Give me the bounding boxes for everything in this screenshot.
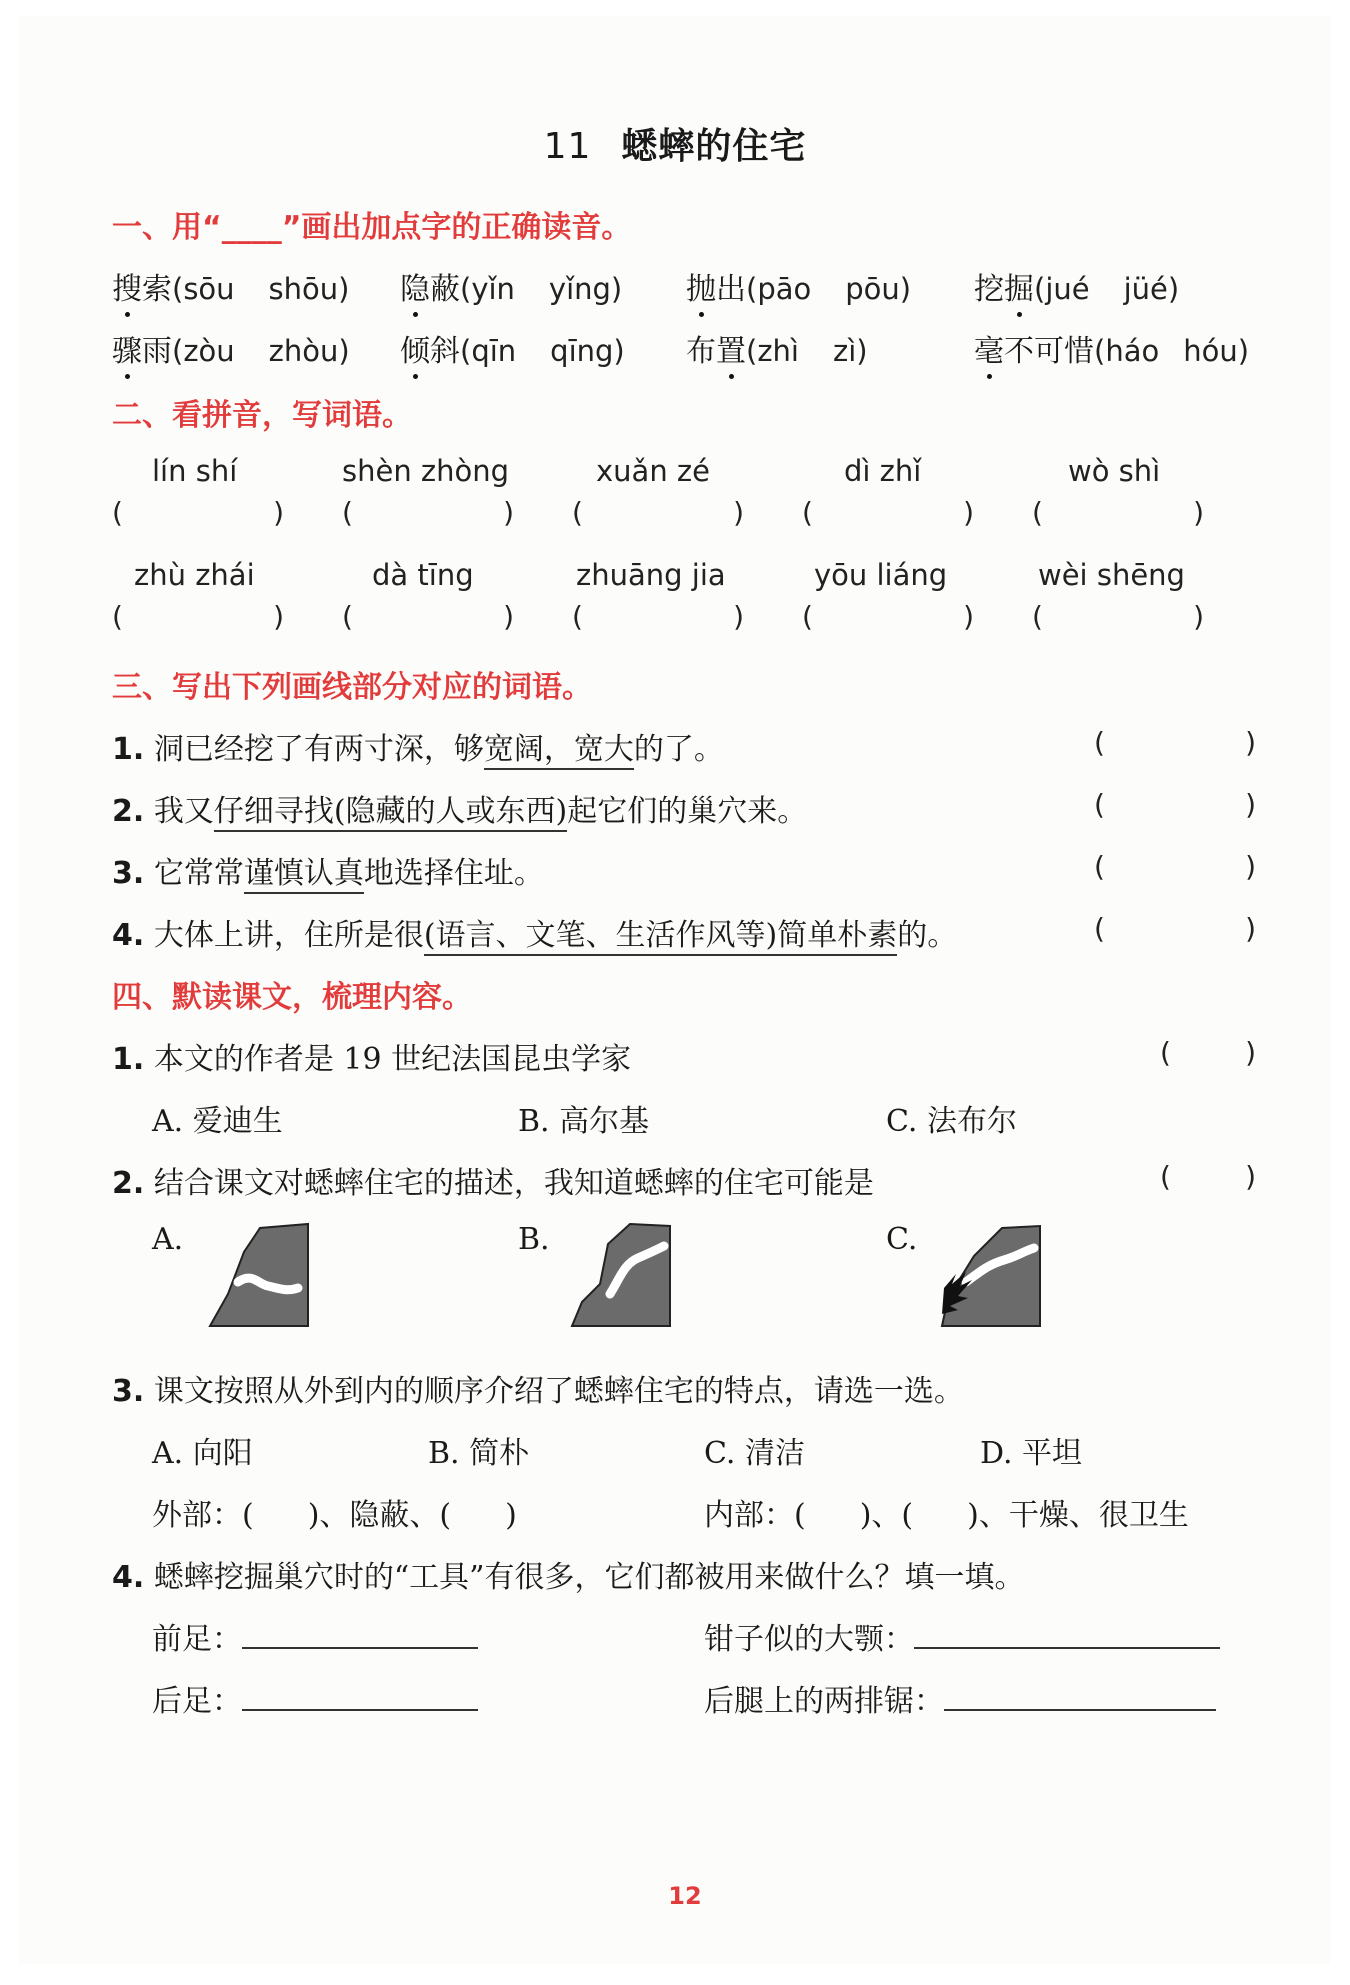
tool-front-legs: 前足： [152, 1614, 478, 1658]
pinyin-word-5: wò shì [1068, 454, 1161, 488]
question-3-1: 1. 洞已经挖了有两寸深，够宽阔，宽大的了。 [112, 724, 724, 768]
fill-line[interactable] [914, 1647, 1220, 1649]
answer-box[interactable]: ( ) [112, 496, 284, 529]
answer-box[interactable]: ( ) [1160, 1036, 1256, 1069]
pinyin-word-2: shèn zhòng [342, 454, 510, 488]
question-4-1: 1. 本文的作者是 19 世纪法国昆虫学家 [112, 1042, 632, 1077]
pinyin-choice-3: 抛出(pāo pōu) [686, 264, 911, 308]
pinyin-word-6: zhù zhái [134, 558, 255, 592]
answer-box[interactable]: ( ) [342, 496, 514, 529]
question-3-4: 4. 大体上讲，住所是很(语言、文笔、生活作风等)简单朴素的。 [112, 910, 957, 954]
pinyin-choice-6: 倾斜(qīn qīng) [400, 326, 625, 370]
pinyin-word-8: zhuāng jia [576, 558, 726, 592]
answer-box[interactable]: ( ) [802, 496, 974, 529]
outer-features: 外部：( )、隐蔽、( ) [152, 1498, 517, 1533]
pinyin-choice-1: 搜索(sōu shōu) [112, 264, 349, 308]
image-option-a-label[interactable]: A. [152, 1222, 184, 1257]
answer-box[interactable]: ( ) [572, 600, 744, 633]
answer-box[interactable]: ( ) [802, 600, 974, 633]
option-c[interactable]: C. 法布尔 [886, 1104, 1017, 1139]
pinyin-choice-4: 挖掘(jué jüé) [974, 264, 1179, 308]
answer-box[interactable]: ( ) [572, 496, 744, 529]
page-title [0, 118, 1350, 169]
question-3-3: 3. 它常常谨慎认真地选择住址。 [112, 848, 544, 892]
pinyin-word-1: lín shí [152, 454, 238, 488]
tool-jaws: 钳子似的大颚： [704, 1614, 1220, 1658]
section-1-heading: 一、用“____”画出加点字的正确读音。 [112, 210, 632, 245]
answer-box[interactable]: ( ) [342, 600, 514, 633]
pinyin-word-3: xuǎn zé [596, 454, 710, 488]
pinyin-word-7: dà tīng [372, 558, 474, 592]
lesson-number: 11 [543, 126, 592, 167]
burrow-illustration-b[interactable] [568, 1222, 674, 1330]
question-3-2: 2. 我又仔细寻找(隐藏的人或东西)起它们的巢穴来。 [112, 786, 807, 830]
burrow-illustration-c[interactable] [938, 1222, 1044, 1330]
option-b[interactable]: B. 简朴 [428, 1436, 530, 1471]
option-a[interactable]: A. 爱迪生 [152, 1104, 283, 1139]
fill-line[interactable] [242, 1647, 478, 1649]
lesson-title: 蟋蟀的住宅 [621, 126, 807, 167]
answer-box[interactable]: ( ) [1160, 1160, 1256, 1193]
inner-features: 内部：( )、( )、干燥、很卫生 [704, 1498, 1189, 1533]
section-2-heading: 二、看拼音，写词语。 [112, 398, 412, 433]
answer-box[interactable]: ( ) [112, 600, 284, 633]
page-number: 12 [668, 1882, 702, 1910]
question-4-4: 4. 蟋蟀挖掘巢穴时的“工具”有很多，它们都被用来做什么？填一填。 [112, 1560, 1025, 1595]
answer-box[interactable]: ( ) [1094, 788, 1256, 821]
tool-hind-legs: 后足： [152, 1676, 478, 1720]
tool-saw-rows: 后腿上的两排锯： [704, 1676, 1216, 1720]
answer-box[interactable]: ( ) [1094, 726, 1256, 759]
burrow-illustration-a[interactable] [206, 1222, 312, 1330]
image-option-b-label[interactable]: B. [518, 1222, 550, 1257]
section-3-heading: 三、写出下列画线部分对应的词语。 [112, 670, 592, 705]
option-a[interactable]: A. 向阳 [152, 1436, 253, 1471]
pinyin-word-10: wèi shēng [1038, 558, 1185, 592]
section-4-heading: 四、默读课文，梳理内容。 [112, 980, 472, 1015]
pinyin-choice-2: 隐蔽(yǐn yǐng) [400, 264, 622, 308]
answer-box[interactable]: ( ) [1032, 600, 1204, 633]
question-4-2: 2. 结合课文对蟋蟀住宅的描述，我知道蟋蟀的住宅可能是 [112, 1166, 874, 1201]
pinyin-word-4: dì zhǐ [844, 454, 922, 488]
pinyin-word-9: yōu liáng [814, 558, 948, 592]
image-option-c-label[interactable]: C. [886, 1222, 918, 1257]
option-d[interactable]: D. 平坦 [980, 1436, 1083, 1471]
fill-line[interactable] [944, 1709, 1216, 1711]
answer-box[interactable]: ( ) [1094, 850, 1256, 883]
option-b[interactable]: B. 高尔基 [518, 1104, 650, 1139]
pinyin-choice-5: 骤雨(zòu zhòu) [112, 326, 350, 370]
answer-box[interactable]: ( ) [1032, 496, 1204, 529]
pinyin-choice-8: 毫不可惜(háo hóu) [974, 326, 1249, 370]
fill-line[interactable] [242, 1709, 478, 1711]
option-c[interactable]: C. 清洁 [704, 1436, 805, 1471]
answer-box[interactable]: ( ) [1094, 912, 1256, 945]
question-4-3: 3. 课文按照从外到内的顺序介绍了蟋蟀住宅的特点，请选一选。 [112, 1374, 964, 1409]
pinyin-choice-7: 布置(zhì zì) [686, 326, 868, 370]
